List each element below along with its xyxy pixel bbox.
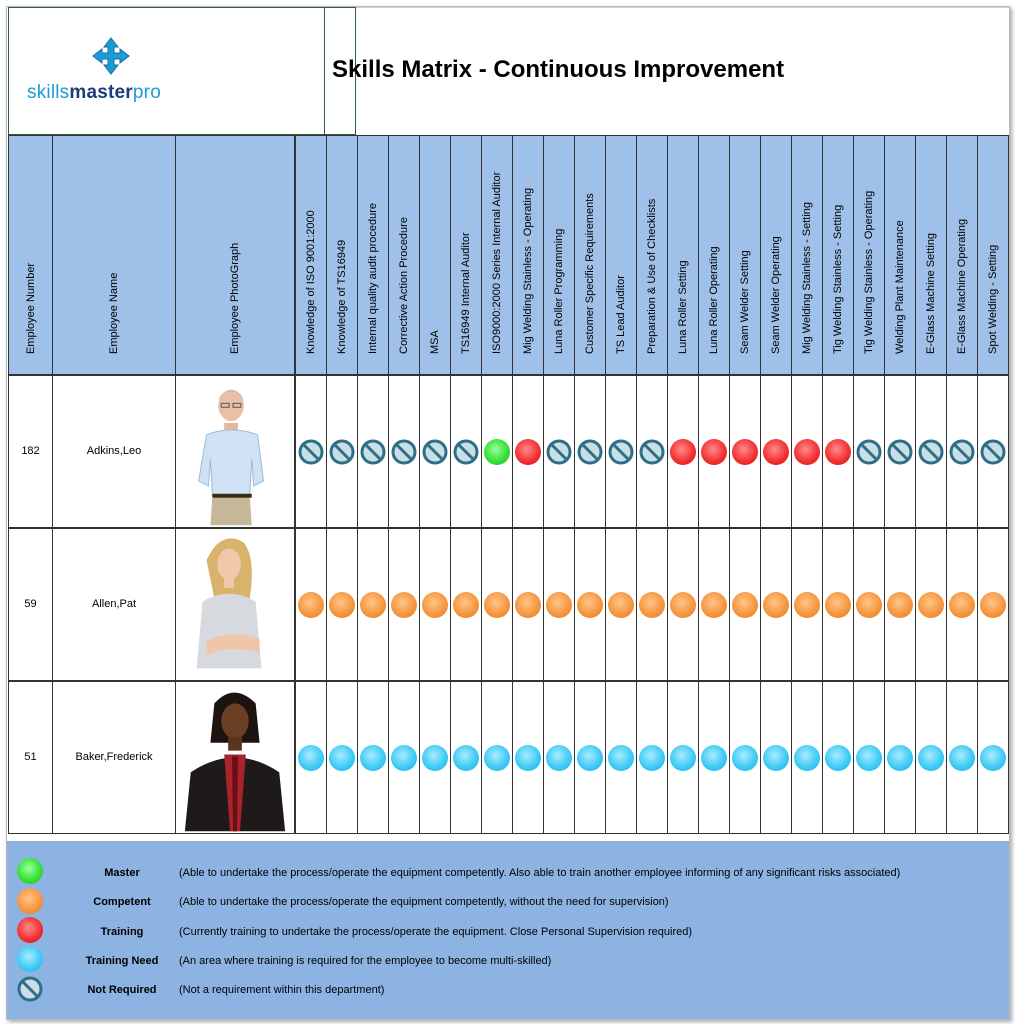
rating-cell xyxy=(388,375,420,528)
not-required-icon xyxy=(918,439,944,465)
legend-training-need-label: Training Need xyxy=(85,955,159,967)
header-skill-label: Mig Welding Stainless - Operating xyxy=(522,187,534,354)
rating-cell xyxy=(574,528,606,681)
training-need-dot-icon xyxy=(391,745,417,771)
rating-cell xyxy=(295,681,327,834)
rating-cell xyxy=(450,528,482,681)
rating-cell xyxy=(946,528,978,681)
rating-cell xyxy=(295,528,327,681)
rating-cell xyxy=(636,528,668,681)
employee-photo xyxy=(177,530,293,679)
rating-cell xyxy=(791,375,823,528)
competent-dot-icon xyxy=(856,592,882,618)
header-skill-15 xyxy=(760,135,792,375)
rating-cell xyxy=(760,528,792,681)
header-skill-label: TS16949 Internal Auditor xyxy=(460,232,472,354)
training-need-dot-icon xyxy=(980,745,1006,771)
rating-cell xyxy=(419,528,451,681)
rating-cell xyxy=(760,375,792,528)
rating-cell xyxy=(481,681,513,834)
header-employee-photo-label: Employee PhotoGraph xyxy=(229,242,241,354)
rating-cell xyxy=(543,681,575,834)
rating-cell xyxy=(605,681,637,834)
header-skill-label: TS Lead Auditor xyxy=(615,275,627,354)
header-skill-label: Mig Welding Stainless - Setting xyxy=(801,201,813,354)
training-need-dot-icon xyxy=(670,745,696,771)
rating-cell xyxy=(357,375,389,528)
competent-dot-icon xyxy=(670,592,696,618)
legend xyxy=(7,841,1009,1019)
competent-dot-icon xyxy=(639,592,665,618)
header-skill-7 xyxy=(512,135,544,375)
header-skill-label: Welding Plant Maintenance xyxy=(894,220,906,354)
rating-cell xyxy=(729,528,761,681)
rating-cell xyxy=(574,681,606,834)
training-need-dot-icon xyxy=(608,745,634,771)
competent-dot-icon xyxy=(515,592,541,618)
header-skill-6 xyxy=(481,135,513,375)
header-employee-number xyxy=(8,135,53,375)
rating-cell xyxy=(667,681,699,834)
header-skill-label: Tig Welding Stainless - Operating xyxy=(863,190,875,354)
header-skill-label: Knowledge of ISO 9001:2000 xyxy=(305,210,317,354)
rating-cell xyxy=(698,375,730,528)
training-dot-icon xyxy=(763,439,789,465)
competent-dot-icon xyxy=(732,592,758,618)
header-skill-label: ISO9000:2000 Series Internal Auditor xyxy=(491,171,503,354)
not-required-icon xyxy=(391,439,417,465)
competent-dot-icon xyxy=(980,592,1006,618)
training-need-dot-icon xyxy=(298,745,324,771)
rating-cell xyxy=(822,528,854,681)
employee-photo xyxy=(177,683,293,832)
competent-dot-icon xyxy=(949,592,975,618)
header-skill-11 xyxy=(636,135,668,375)
rating-cell xyxy=(450,681,482,834)
competent-dot-icon xyxy=(825,592,851,618)
not-required-icon xyxy=(298,439,324,465)
rating-cell xyxy=(512,528,544,681)
training-need-dot-icon xyxy=(453,745,479,771)
training-need-dot-icon xyxy=(825,745,851,771)
training-need-dot-icon xyxy=(639,745,665,771)
rating-cell xyxy=(543,375,575,528)
header-skill-3 xyxy=(388,135,420,375)
header-skill-label: Seam Welder Operating xyxy=(770,236,782,354)
competent-dot-icon xyxy=(701,592,727,618)
header-skill-21 xyxy=(946,135,978,375)
logo-part-pro: pro xyxy=(132,82,161,103)
header-skill-14 xyxy=(729,135,761,375)
legend-competent-dot-icon xyxy=(17,888,43,914)
rating-cell xyxy=(636,375,668,528)
header-skill-19 xyxy=(884,135,916,375)
training-need-dot-icon xyxy=(422,745,448,771)
header-skill-label: Preparation & Use of Checklists xyxy=(646,198,658,354)
employee-number-cell xyxy=(8,681,53,834)
employee-photo-cell xyxy=(175,528,295,681)
rating-cell xyxy=(853,681,885,834)
employee-photo-cell xyxy=(175,681,295,834)
not-required-icon xyxy=(639,439,665,465)
rating-cell xyxy=(915,375,947,528)
not-required-icon xyxy=(546,439,572,465)
legend-training-description: (Currently training to undertake the process/operate the equipment. Close Personal Supervision required) xyxy=(179,926,693,938)
rating-cell xyxy=(822,681,854,834)
legend-master-description: (Able to undertake the process/operate the equipment competently. Also able to train another employee informing of any significant risks associated) xyxy=(179,867,901,879)
training-need-dot-icon xyxy=(887,745,913,771)
competent-dot-icon xyxy=(360,592,386,618)
competent-dot-icon xyxy=(484,592,510,618)
header-skill-9 xyxy=(574,135,606,375)
rating-cell xyxy=(729,681,761,834)
rating-cell xyxy=(698,528,730,681)
training-need-dot-icon xyxy=(701,745,727,771)
training-need-dot-icon xyxy=(949,745,975,771)
header-skill-10 xyxy=(605,135,637,375)
legend-training-label: Training xyxy=(100,926,144,938)
rating-cell xyxy=(729,375,761,528)
header-skill-20 xyxy=(915,135,947,375)
not-required-icon xyxy=(980,439,1006,465)
rating-cell xyxy=(853,375,885,528)
header-skill-13 xyxy=(698,135,730,375)
header-skill-label: MSA xyxy=(429,330,441,354)
logo-part-skills: skills xyxy=(27,82,70,103)
competent-dot-icon xyxy=(608,592,634,618)
competent-dot-icon xyxy=(794,592,820,618)
logo-cell xyxy=(8,7,325,135)
employee-name-cell xyxy=(52,681,176,834)
employee-number: 182 xyxy=(21,445,40,457)
not-required-icon xyxy=(577,439,603,465)
not-required-icon xyxy=(453,439,479,465)
rating-cell xyxy=(977,681,1009,834)
rating-cell xyxy=(667,375,699,528)
rating-cell xyxy=(512,375,544,528)
training-need-dot-icon xyxy=(360,745,386,771)
header-skill-18 xyxy=(853,135,885,375)
training-dot-icon xyxy=(515,439,541,465)
rating-cell xyxy=(946,681,978,834)
training-dot-icon xyxy=(825,439,851,465)
training-need-dot-icon xyxy=(794,745,820,771)
header-skill-label: Corrective Action Procedure xyxy=(398,217,410,354)
rating-cell xyxy=(977,528,1009,681)
employee-photo-cell xyxy=(175,375,295,528)
rating-cell xyxy=(357,681,389,834)
competent-dot-icon xyxy=(887,592,913,618)
rating-cell xyxy=(326,528,358,681)
legend-training-need-dot-icon xyxy=(17,946,43,972)
rating-cell xyxy=(698,681,730,834)
training-need-dot-icon xyxy=(856,745,882,771)
header-skill-label: Customer Specific Requirements xyxy=(584,193,596,354)
header-skill-0 xyxy=(295,135,327,375)
legend-not-required-icon xyxy=(17,976,43,1002)
header-skill-label: E-Glass Machine Setting xyxy=(925,232,937,354)
logo-arrows-icon xyxy=(91,36,131,76)
rating-cell xyxy=(884,528,916,681)
not-required-icon xyxy=(856,439,882,465)
legend-competent-description: (Able to undertake the process/operate the equipment competently, without the need for supervision) xyxy=(179,896,669,908)
employee-name: Allen,Pat xyxy=(91,598,137,610)
header-skill-16 xyxy=(791,135,823,375)
training-need-dot-icon xyxy=(484,745,510,771)
employee-name-cell xyxy=(52,375,176,528)
skills-matrix-sheet xyxy=(6,6,1010,1020)
competent-dot-icon xyxy=(546,592,572,618)
rating-cell xyxy=(481,528,513,681)
rating-cell xyxy=(295,375,327,528)
header-skill-label: Internal quality audit procedure xyxy=(367,202,379,354)
training-dot-icon xyxy=(670,439,696,465)
header-skill-22 xyxy=(977,135,1009,375)
not-required-icon xyxy=(608,439,634,465)
header-skill-label: Seam Welder Setting xyxy=(739,250,751,354)
competent-dot-icon xyxy=(298,592,324,618)
training-need-dot-icon xyxy=(515,745,541,771)
competent-dot-icon xyxy=(918,592,944,618)
rating-cell xyxy=(388,528,420,681)
header-skill-label: Luna Roller Operating xyxy=(708,246,720,354)
training-need-dot-icon xyxy=(732,745,758,771)
legend-not-required-description: (Not a requirement within this department) xyxy=(179,984,385,996)
header-skill-5 xyxy=(450,135,482,375)
header-employee-number-label: Employee Number xyxy=(24,262,37,354)
logo-part-master: master xyxy=(69,82,133,103)
rating-cell xyxy=(946,375,978,528)
header-skill-1 xyxy=(326,135,358,375)
legend-competent-label: Competent xyxy=(93,896,151,908)
competent-dot-icon xyxy=(391,592,417,618)
training-need-dot-icon xyxy=(546,745,572,771)
competent-dot-icon xyxy=(763,592,789,618)
training-dot-icon xyxy=(701,439,727,465)
employee-number-cell xyxy=(8,375,53,528)
rating-cell xyxy=(481,375,513,528)
training-need-dot-icon xyxy=(577,745,603,771)
rating-cell xyxy=(605,528,637,681)
logo-wordmark xyxy=(27,82,161,104)
rating-cell xyxy=(512,681,544,834)
rating-cell xyxy=(915,681,947,834)
not-required-icon xyxy=(329,439,355,465)
not-required-icon xyxy=(949,439,975,465)
competent-dot-icon xyxy=(577,592,603,618)
rating-cell xyxy=(760,681,792,834)
rating-cell xyxy=(853,528,885,681)
header-skill-label: Spot Welding - Setting xyxy=(987,244,999,354)
rating-cell xyxy=(419,681,451,834)
competent-dot-icon xyxy=(453,592,479,618)
employee-photo xyxy=(177,377,293,526)
master-dot-icon xyxy=(484,439,510,465)
rating-cell xyxy=(605,375,637,528)
rating-cell xyxy=(419,375,451,528)
header-skill-12 xyxy=(667,135,699,375)
rating-cell xyxy=(574,375,606,528)
training-dot-icon xyxy=(794,439,820,465)
header-employee-name-label: Employee Name xyxy=(108,272,120,354)
not-required-icon xyxy=(887,439,913,465)
training-need-dot-icon xyxy=(329,745,355,771)
header-skill-8 xyxy=(543,135,575,375)
legend-training-dot-icon xyxy=(17,917,43,943)
competent-dot-icon xyxy=(329,592,355,618)
training-need-dot-icon xyxy=(918,745,944,771)
header-skill-label: Tig Welding Stainless - Setting xyxy=(832,204,844,354)
header-skill-17 xyxy=(822,135,854,375)
rating-cell xyxy=(636,681,668,834)
header-skill-label: Luna Roller Programming xyxy=(553,228,565,354)
rating-cell xyxy=(543,528,575,681)
training-dot-icon xyxy=(732,439,758,465)
training-need-dot-icon xyxy=(763,745,789,771)
page-title: Skills Matrix - Continuous Improvement xyxy=(332,56,785,83)
title-cell xyxy=(332,7,1009,135)
legend-training-need-description: (An area where training is required for the employee to become multi-skilled) xyxy=(179,955,552,967)
header-skill-2 xyxy=(357,135,389,375)
employee-name: Adkins,Leo xyxy=(86,445,142,457)
employee-number: 59 xyxy=(24,598,37,610)
rating-cell xyxy=(884,681,916,834)
rating-cell xyxy=(791,681,823,834)
header-employee-name xyxy=(52,135,176,375)
rating-cell xyxy=(667,528,699,681)
legend-master-label: Master xyxy=(104,867,140,879)
legend-not-required-label: Not Required xyxy=(87,984,157,996)
header-skill-label: E-Glass Machine Operating xyxy=(956,218,968,354)
header-employee-photo xyxy=(175,135,295,375)
rating-cell xyxy=(884,375,916,528)
employee-number-cell xyxy=(8,528,53,681)
header-skill-label: Knowledge of TS16949 xyxy=(336,239,348,354)
rating-cell xyxy=(791,528,823,681)
rating-cell xyxy=(915,528,947,681)
employee-name: Baker,Frederick xyxy=(75,751,153,763)
rating-cell xyxy=(357,528,389,681)
employee-name-cell xyxy=(52,528,176,681)
not-required-icon xyxy=(422,439,448,465)
rating-cell xyxy=(450,375,482,528)
legend-master-dot-icon xyxy=(17,858,43,884)
header-skill-label: Luna Roller Setting xyxy=(677,260,689,354)
rating-cell xyxy=(326,681,358,834)
rating-cell xyxy=(388,681,420,834)
rating-cell xyxy=(977,375,1009,528)
rating-cell xyxy=(822,375,854,528)
header-skill-4 xyxy=(419,135,451,375)
competent-dot-icon xyxy=(422,592,448,618)
employee-number: 51 xyxy=(24,751,37,763)
rating-cell xyxy=(326,375,358,528)
not-required-icon xyxy=(360,439,386,465)
